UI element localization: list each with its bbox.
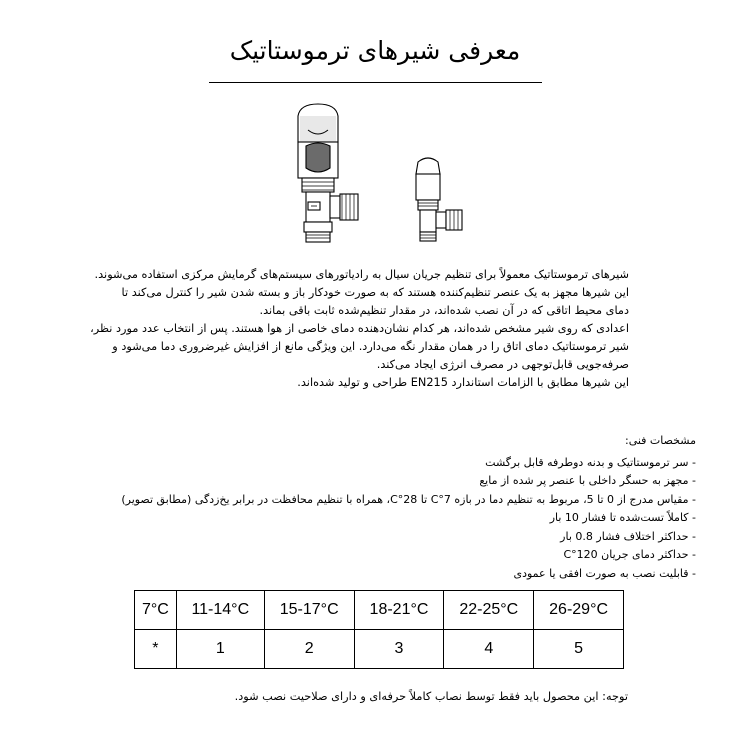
description-line: شیرهای ترموستاتیک معمولاً برای تنظیم جریان سیال به رادیاتورهای سیستم‌های گرمایش مرکزی استفاده می‌شوند. [94, 268, 629, 281]
temperature-cell: 18-21°C [354, 591, 444, 630]
description-line: این شیرها مجهز به یک عنصر تنظیم‌کننده هستند که به صورت خودکار باز و بسته شدن شیر را کنترل می‌کند تا [121, 286, 629, 299]
thermostatic-valve-illustration [276, 96, 506, 246]
setting-cell: 1 [176, 630, 264, 669]
title-underline [209, 82, 542, 83]
description-line: اعدادی که روی شیر مشخص شده‌اند، هر کدام نشان‌دهنده دمای خاصی از هوا هستند. پس از انتخاب عدد مورد نظر، [90, 322, 629, 335]
valve-outline-drawing [416, 158, 462, 241]
description-line: شیر ترموستاتیک دمای اتاق را در همان مقدار نگه می‌دارد. این ویژگی مانع از افزایش غیرضروری دما می‌شود و [112, 340, 629, 353]
spec-item: - مجهز به حسگر داخلی با عنصر پر شده از مایع [479, 474, 696, 487]
setting-cell: 4 [444, 630, 534, 669]
valve-detailed-drawing [298, 104, 358, 242]
temperature-cell: 15-17°C [264, 591, 354, 630]
spec-item: - حداکثر اختلاف فشار 0.8 بار [560, 529, 696, 543]
setting-cell: 5 [534, 630, 624, 669]
temperature-cell: 7°C [135, 591, 177, 630]
specs-list [76, 454, 696, 584]
setting-row [135, 630, 624, 669]
spec-item: - مقیاس مدرج از 0 تا 5، مربوط به تنظیم دما در بازه 7°C تا 28°C، همراه با تنظیم محافظت در برابر یخ‌زدگی (مطابق تصویر) [121, 492, 696, 506]
spec-item: - سر ترموستاتیک و بدنه دوطرفه قابل برگشت [485, 455, 696, 469]
temperature-cell: 11-14°C [176, 591, 264, 630]
spec-item: - کاملاً تست‌شده تا فشار 10 بار [549, 511, 696, 524]
setting-cell: 2 [264, 630, 354, 669]
temperature-row [135, 591, 624, 630]
description-line: دمای محیط اتاقی که در آن نصب شده‌اند، در مقدار تنظیم‌شده ثابت باقی بماند. [259, 304, 629, 317]
setting-cell: * [135, 630, 177, 669]
spec-item: - حداکثر دمای جریان 120°C [563, 548, 696, 561]
description-line: صرفه‌جویی قابل‌توجهی در مصرف انرژی ایجاد می‌کند. [376, 358, 629, 371]
temperature-cell: 26-29°C [534, 591, 624, 630]
specs-heading: مشخصات فنی: [624, 434, 696, 447]
technical-specifications [76, 432, 696, 583]
setting-cell: 3 [354, 630, 444, 669]
spec-item: - قابلیت نصب به صورت افقی یا عمودی [513, 566, 696, 580]
description-text [90, 266, 629, 392]
temperature-setting-table [134, 590, 624, 669]
temperature-cell: 22-25°C [444, 591, 534, 630]
installation-note: توجه: این محصول باید فقط توسط نصاب کاملاً حرفه‌ای و دارای صلاحیت نصب شود. [234, 690, 628, 703]
page-title: معرفی شیرهای ترموستاتیک [229, 36, 521, 65]
description-line: این شیرها مطابق با الزامات استاندارد EN215 طراحی و تولید شده‌اند. [297, 376, 629, 389]
